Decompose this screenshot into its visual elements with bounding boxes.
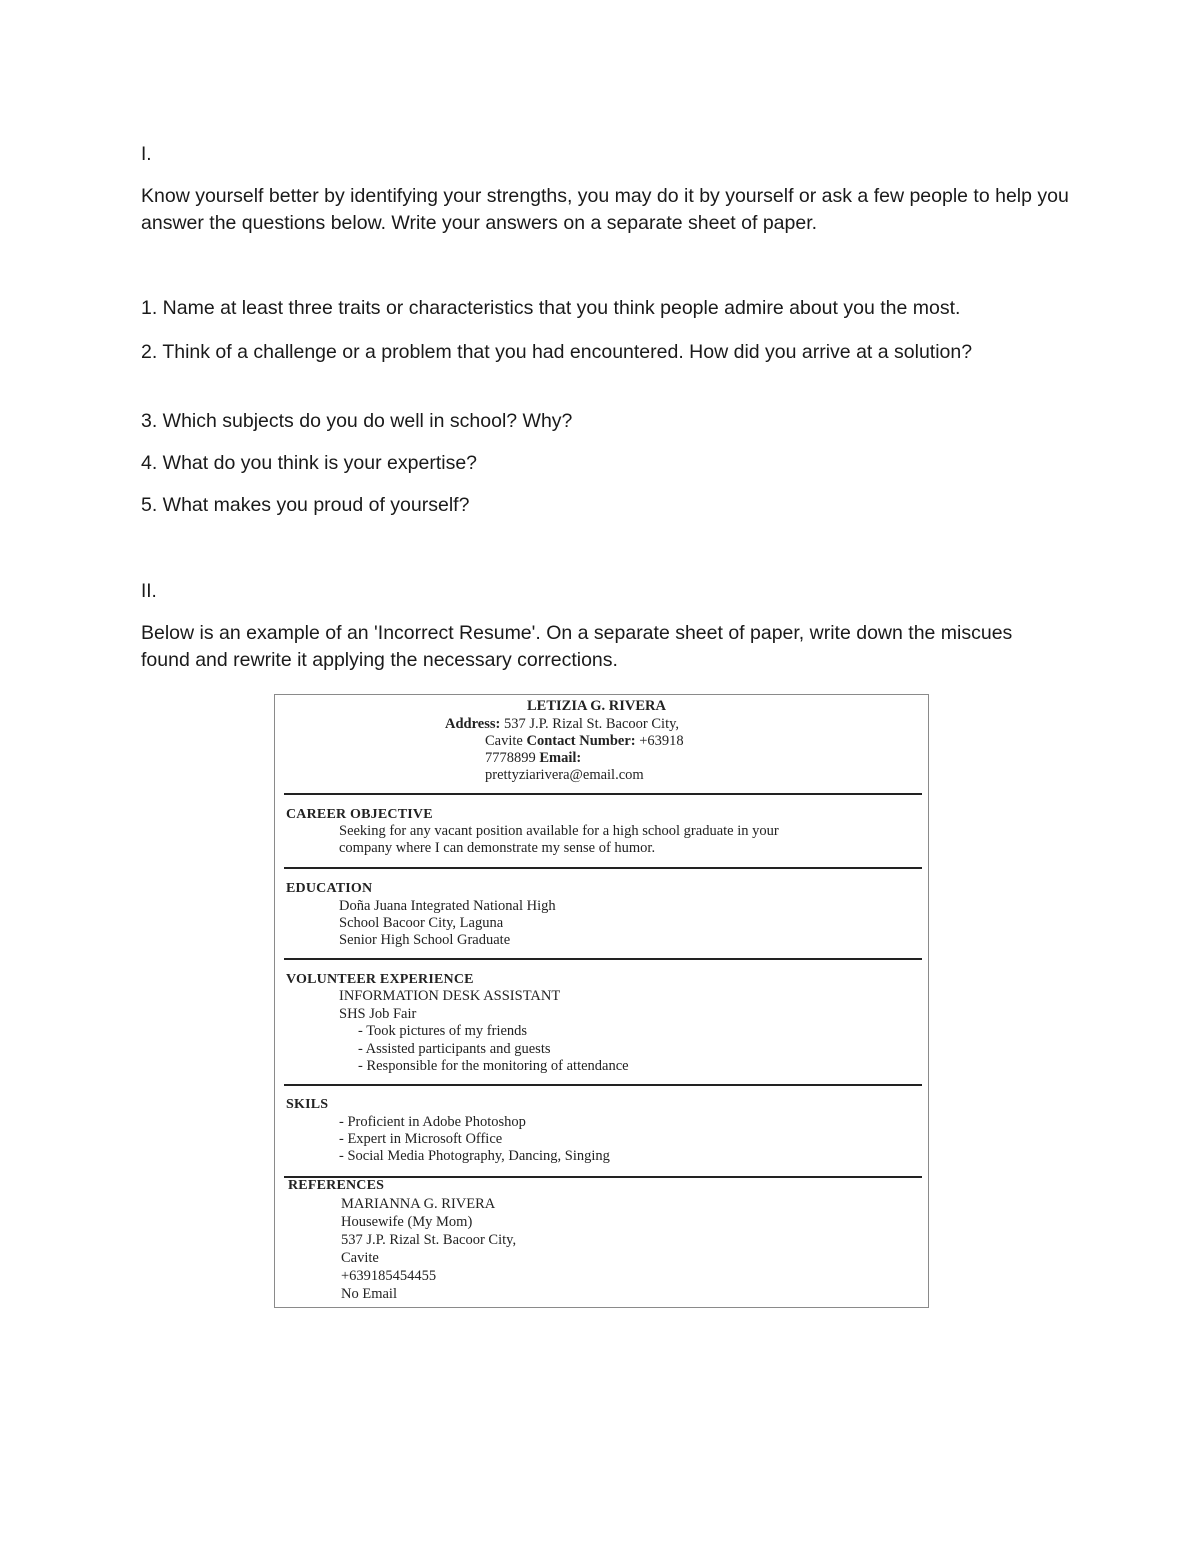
education-line: School Bacoor City, Laguna — [339, 915, 504, 931]
section-2-number: II. — [141, 581, 157, 602]
resume-email: prettyziarivera@email.com — [485, 767, 644, 783]
reference-line: Housewife (My Mom) — [341, 1214, 473, 1230]
volunteer-heading: VOLUNTEER EXPERIENCE — [286, 972, 474, 987]
section-divider — [284, 793, 922, 795]
question-4: 4. What do you think is your expertise? — [141, 452, 478, 474]
contact-label: Contact Number: — [526, 733, 636, 749]
reference-line: No Email — [341, 1286, 397, 1302]
reference-line: +639185454455 — [341, 1268, 437, 1284]
career-objective-line-2: company where I can demonstrate my sense of humor. — [339, 840, 656, 856]
resume-contact-line — [485, 733, 684, 751]
reference-line: MARIANNA G. RIVERA — [341, 1196, 496, 1212]
resume-name: LETIZIA G. RIVERA — [527, 698, 666, 714]
volunteer-event: SHS Job Fair — [339, 1006, 417, 1022]
incorrect-resume-figure — [274, 694, 929, 1308]
volunteer-item: - Took pictures of my friends — [358, 1023, 528, 1039]
question-5: 5. What makes you proud of yourself? — [141, 494, 470, 516]
question-2: 2. Think of a challenge or a problem that you had encountered. How did you arrive at a solution? — [141, 341, 973, 363]
volunteer-role: INFORMATION DESK ASSISTANT — [339, 988, 561, 1004]
education-line: Doña Juana Integrated National High — [339, 898, 556, 914]
section-divider — [284, 958, 922, 960]
address-label: Address: — [445, 716, 501, 732]
section-divider — [284, 1084, 922, 1086]
skills-item: - Proficient in Adobe Photoshop — [339, 1114, 526, 1130]
references-heading: REFERENCES — [288, 1178, 385, 1193]
question-1: 1. Name at least three traits or characteristics that you think people admire about you the most. — [141, 297, 961, 319]
section-divider — [284, 867, 922, 869]
section-1-intro: Know yourself better by identifying your strengths, you may do it by yourself or ask a few people to help you answer the questions below. Write your answers on a separate sheet of paper. — [141, 185, 1069, 234]
volunteer-item: - Assisted participants and guests — [358, 1041, 551, 1057]
contact-value-part1: +63918 — [639, 733, 684, 749]
reference-line: 537 J.P. Rizal St. Bacoor City, — [341, 1232, 517, 1248]
reference-line: Cavite — [341, 1250, 379, 1266]
skills-item: - Expert in Microsoft Office — [339, 1131, 503, 1147]
education-heading: EDUCATION — [286, 881, 373, 896]
volunteer-item: - Responsible for the monitoring of attendance — [358, 1058, 629, 1074]
contact-value-part2: 7778899 — [485, 750, 536, 766]
question-3: 3. Which subjects do you do well in school? Why? — [141, 410, 573, 432]
skills-heading: SKILS — [286, 1097, 329, 1112]
section-1-number: I. — [141, 144, 152, 165]
address-city: Cavite — [485, 733, 523, 749]
career-objective-line-1: Seeking for any vacant position available for a high school graduate in your — [339, 823, 779, 839]
resume-email-line — [485, 750, 581, 768]
education-line: Senior High School Graduate — [339, 932, 511, 948]
resume-address-line — [445, 716, 679, 734]
email-label: Email: — [539, 750, 582, 766]
section-2-intro: Below is an example of an 'Incorrect Resume'. On a separate sheet of paper, write down the miscues found and rewrite it applying the necessary corrections. — [141, 622, 1013, 671]
address-value: 537 J.P. Rizal St. Bacoor City, — [503, 716, 680, 732]
skills-item: - Social Media Photography, Dancing, Singing — [339, 1148, 610, 1164]
career-objective-heading: CAREER OBJECTIVE — [286, 807, 433, 822]
